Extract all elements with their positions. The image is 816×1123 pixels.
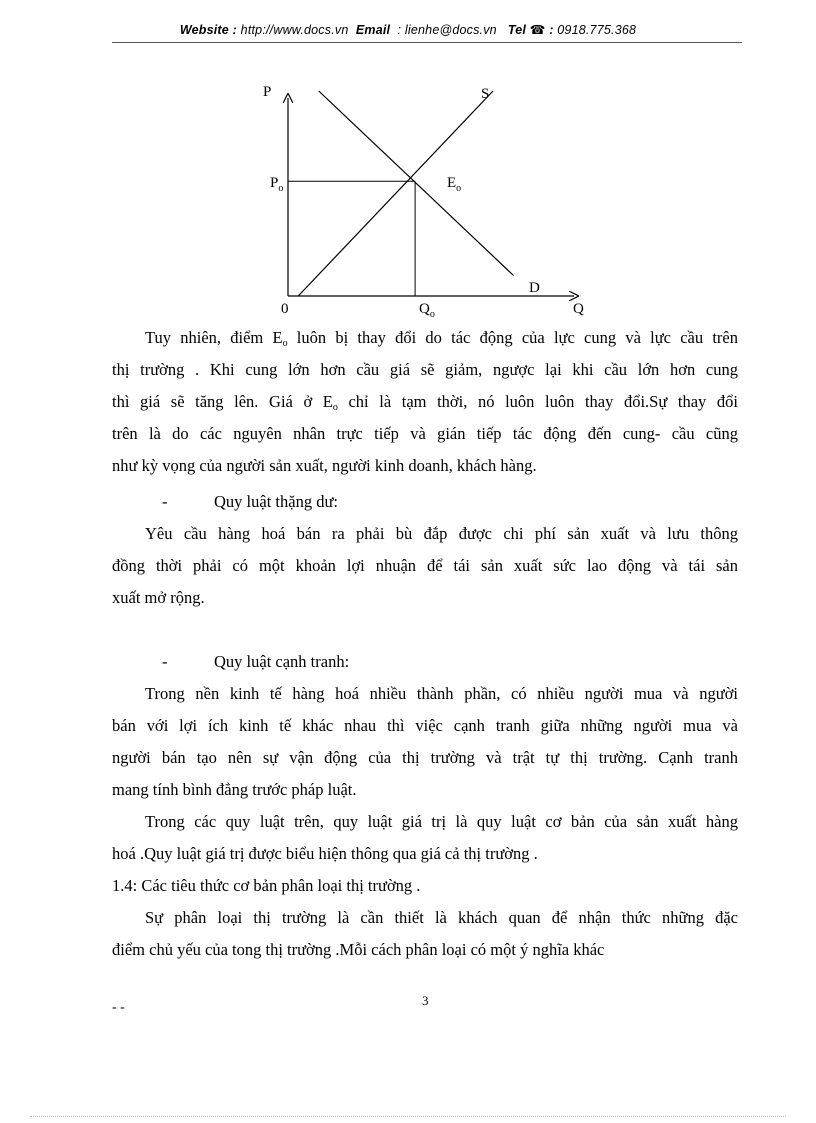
quantity-label: $Q_o$ (419, 301, 435, 320)
phone-icon: ☎ (529, 23, 546, 37)
paragraph-line: hoá .Quy luật giá trị được biểu hiện thông qua giá cả thị trường . (112, 844, 538, 863)
demand-curve (319, 91, 514, 276)
bullet-dash: - (162, 492, 168, 511)
bullet-heading-2 (162, 652, 349, 672)
email-label: Email (355, 23, 391, 37)
supply-label: S (481, 86, 490, 102)
paragraph-line: thị trường . Khi cung lớn hơn cầu giá sẽ giảm, ngược lại khi cầu lớn hơn cung (112, 360, 738, 379)
x-axis-label: Q (573, 301, 584, 317)
paragraph-line: xuất mở rộng. (112, 588, 205, 607)
paragraph-line: Trong các quy luật trên, quy luật giá trị là quy luật cơ bản của sản xuất hàng (145, 812, 738, 831)
equilibrium-label: $E_o$ (447, 175, 462, 194)
section-heading-text: 1.4: Các tiêu thức cơ bản phân loại thị trường . (112, 876, 421, 895)
bullet-text: Quy luật thặng dư: (214, 492, 338, 511)
page-header: Website : http://www.docs.vn Email : lienhe@docs.vn Tel ☎ : 0918.775.368 (179, 23, 637, 37)
paragraph-line: đồng thời phải có một khoản lợi nhuận để tái sản xuất sức lao động và tái sản (112, 556, 738, 575)
paragraph-line: điểm chủ yếu của tong thị trường .Mỗi cách phân loại có một ý nghĩa khác (112, 940, 605, 959)
bottom-rule (30, 1116, 786, 1117)
paragraph-line: Yêu cầu hàng hoá bán ra phải bù đắp được chi phí sản xuất và lưu thông (145, 524, 738, 543)
paragraph-line: Trong nền kinh tế hàng hoá nhiều thành phần, có nhiều người mua và người (145, 684, 738, 703)
bullet-text: Quy luật cạnh tranh: (214, 652, 350, 671)
paragraph-line: trên là do các nguyên nhân trực tiếp và gián tiếp tác động đến cung- cầu cũng (112, 424, 738, 443)
section-heading (112, 870, 738, 902)
paragraph-1 (112, 322, 738, 482)
website-label: Website (179, 23, 229, 37)
y-axis-label: P (263, 84, 272, 100)
paragraph-5 (112, 902, 738, 966)
page-number: 3 (422, 993, 429, 1008)
paragraph-line: bán với lợi ích kinh tế khác nhau thì việc cạnh tranh giữa những người mua và (112, 716, 738, 735)
bullet-dash: - (162, 652, 168, 671)
origin-label: 0 (281, 301, 289, 317)
tel-value: 0918.775.368 (557, 23, 637, 37)
paragraph-line: Sự phân loại thị trường là cần thiết là khách quan để nhận thức những đặc (145, 908, 738, 927)
email-value[interactable]: lienhe@docs.vn (404, 23, 497, 37)
bullet-heading-1 (162, 492, 338, 512)
supply-curve (298, 91, 493, 296)
paragraph-line: thì giá sẽ tăng lên. Giá ở $E_o$ chỉ là tạm thời, nó luôn luôn thay đổi.Sự thay đổi (112, 392, 738, 413)
paragraph-line: Tuy nhiên, điểm $E_o$ luôn bị thay đổi do tác động của lực cung và lực cầu trên (145, 328, 739, 349)
footer-marks: - - (112, 1000, 125, 1015)
paragraph-line: người bán tạo nên sự vận động của thị trường và trật tự thị trường. Cạnh tranh (112, 748, 738, 767)
demand-label: D (529, 280, 540, 296)
supply-demand-chart (0, 0, 816, 330)
tel-label: Tel (507, 23, 527, 37)
paragraph-line: như kỳ vọng của người sản xuất, người kinh doanh, khách hàng. (112, 456, 537, 475)
website-value[interactable]: http://www.docs.vn (240, 23, 349, 37)
paragraph-2 (112, 518, 738, 614)
price-label: $P_o$ (270, 175, 284, 194)
paragraph-3 (112, 678, 738, 806)
paragraph-4 (112, 806, 738, 870)
paragraph-line: mang tính bình đẳng trước pháp luật. (112, 780, 357, 799)
